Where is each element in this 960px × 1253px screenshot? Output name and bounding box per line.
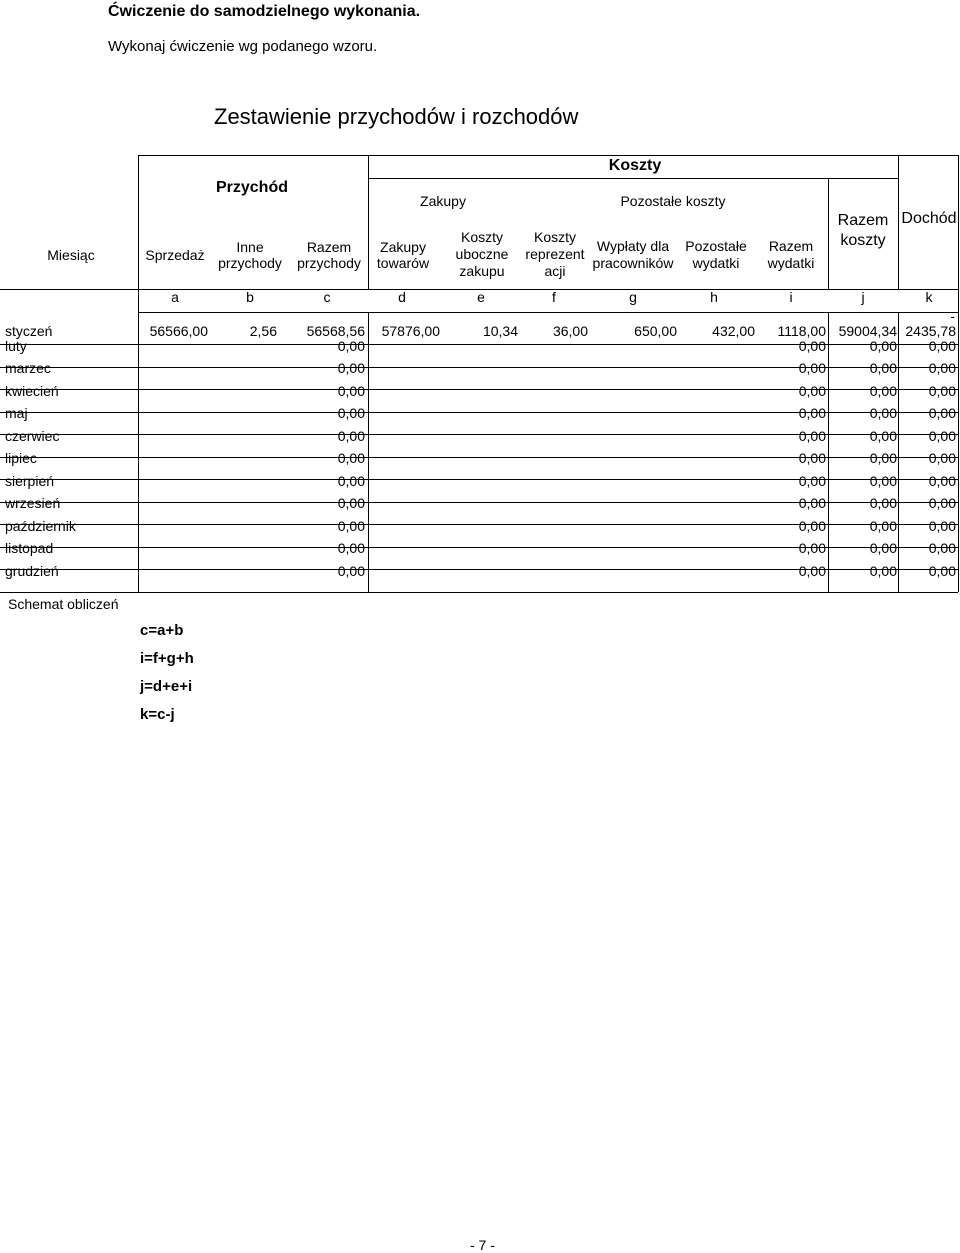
header-zakupy-towarow: Zakupy	[380, 239, 426, 255]
grid-line	[958, 289, 959, 312]
cell-j: 0,00	[869, 495, 897, 511]
month-label: listopad	[5, 540, 54, 556]
grid-line	[0, 547, 958, 548]
column-letter: f	[552, 289, 556, 305]
column-letter: i	[789, 289, 793, 305]
cell-k: 0,00	[928, 337, 956, 354]
header-razem-wydatki: Razem	[768, 238, 814, 254]
header-razem-wydatki: wydatki	[767, 255, 815, 271]
cell-j: 0,00	[869, 337, 897, 354]
cell-j: 0,00	[869, 562, 897, 579]
grid-line	[138, 155, 368, 156]
header-koszty-uboczne: Koszty	[460, 229, 503, 245]
cell-j: 0,00	[869, 405, 897, 421]
cell-j: 0,00	[869, 427, 897, 444]
month-label: styczeń	[5, 323, 53, 339]
cell-k: 0,00	[928, 540, 956, 556]
grid-line	[958, 312, 959, 592]
grid-line	[138, 312, 958, 313]
cell-b: 2,56	[249, 323, 277, 339]
grid-line	[138, 289, 139, 312]
grid-line	[0, 367, 958, 368]
cell-k: 0,00	[928, 382, 956, 399]
formula-item: c=a+b	[140, 622, 184, 639]
column-letter: k	[925, 289, 933, 305]
column-letter: c	[323, 289, 331, 305]
grid-line	[828, 178, 898, 179]
header-inne-przychody: Inne	[236, 239, 264, 255]
month-label: marzec	[5, 360, 51, 376]
header-koszty-uboczne: uboczne	[455, 246, 509, 262]
header-wyplaty: pracowników	[592, 255, 674, 271]
month-label: luty	[5, 337, 27, 354]
grid-line	[368, 155, 898, 156]
cell-c: 0,00	[337, 427, 365, 444]
grid-line	[0, 344, 958, 345]
cell-d: 57876,00	[381, 323, 440, 339]
cell-j: 59004,34	[838, 323, 897, 339]
cell-i: 0,00	[798, 495, 826, 511]
grid-line	[0, 434, 958, 435]
table-title: Zestawienie przychodów i rozchodów	[214, 104, 579, 129]
cell-c: 0,00	[337, 517, 365, 534]
column-letter: d	[398, 289, 406, 305]
cell-g: 650,00	[634, 323, 677, 339]
cell-i: 0,00	[798, 337, 826, 354]
cell-c: 0,00	[337, 495, 365, 511]
cell-i: 0,00	[798, 405, 826, 421]
grid-line	[0, 502, 958, 503]
grid-line	[368, 312, 369, 592]
cell-k: 0,00	[928, 472, 956, 489]
grid-line	[0, 592, 958, 593]
column-letter: e	[477, 289, 485, 305]
cell-i: 0,00	[798, 540, 826, 556]
header-dochod: Dochód	[901, 210, 957, 227]
cell-j: 0,00	[869, 382, 897, 399]
grid-line	[0, 479, 958, 480]
cell-e: 10,34	[482, 323, 518, 339]
cell-k: 2435,78	[905, 323, 956, 339]
page-number: - 7 -	[470, 1237, 495, 1253]
cell-f: 36,00	[552, 323, 588, 339]
cell-j: 0,00	[869, 360, 897, 376]
header-razem-koszty: koszty	[840, 232, 886, 249]
grid-line	[0, 457, 958, 458]
header-miesiac: Miesiąc	[47, 247, 95, 263]
cell-k: 0,00	[928, 450, 956, 466]
header-sprzedaz: Sprzedaż	[145, 247, 205, 263]
grid-line	[898, 312, 899, 592]
grid-line	[828, 312, 829, 592]
grid-line	[0, 289, 958, 290]
header-wyplaty: Wypłaty dla	[596, 238, 670, 254]
month-label: wrzesień	[5, 495, 61, 511]
exercise-title: Ćwiczenie do samodzielnego wykonania.	[108, 3, 421, 20]
header-razem-koszty: Razem	[837, 212, 889, 229]
grid-line	[898, 155, 958, 156]
header-razem-przychody: Razem	[306, 239, 352, 255]
cell-c: 0,00	[337, 405, 365, 421]
cell-i: 0,00	[798, 360, 826, 376]
header-zakupy-towarow: towarów	[376, 255, 430, 271]
header-koszty-reprezentacji: reprezent	[525, 246, 585, 262]
cell-k: 0,00	[928, 360, 956, 376]
cell-k: 0,00	[928, 562, 956, 579]
cell-c: 0,00	[337, 360, 365, 376]
header-zakupy: Zakupy	[420, 193, 466, 209]
month-label: sierpień	[5, 472, 55, 489]
month-label: czerwiec	[5, 427, 60, 444]
cell-k: 0,00	[928, 517, 956, 534]
month-label: lipiec	[5, 450, 37, 466]
negative-sign: -	[950, 308, 955, 324]
column-letter: b	[246, 289, 254, 305]
column-letter: a	[171, 289, 179, 305]
header-razem-przychody: przychody	[297, 255, 361, 271]
cell-j: 0,00	[869, 450, 897, 466]
header-koszty-reprezentacji: acji	[544, 263, 566, 279]
cell-i: 0,00	[798, 517, 826, 534]
grid-line	[138, 155, 139, 289]
cell-c: 0,00	[337, 382, 365, 399]
header-koszty-uboczne: zakupu	[459, 263, 505, 279]
cell-i: 0,00	[798, 427, 826, 444]
cell-c: 0,00	[337, 540, 365, 556]
column-letter: g	[629, 289, 637, 305]
header-przychod: Przychód	[215, 179, 288, 196]
cell-j: 0,00	[869, 517, 897, 534]
header-koszty: Koszty	[608, 157, 662, 174]
month-label: maj	[5, 405, 28, 421]
cell-c: 56568,56	[306, 323, 365, 339]
cell-c: 0,00	[337, 450, 365, 466]
cell-i: 0,00	[798, 450, 826, 466]
cell-a: 56566,00	[149, 323, 208, 339]
cell-i: 0,00	[798, 562, 826, 579]
header-pozostale-wydatki: wydatki	[692, 255, 740, 271]
grid-line	[0, 389, 958, 390]
cell-c: 0,00	[337, 472, 365, 489]
grid-line	[0, 569, 958, 570]
cell-k: 0,00	[928, 495, 956, 511]
grid-line	[0, 524, 958, 525]
formula-item: j=d+e+i	[140, 678, 193, 695]
cell-i: 0,00	[798, 472, 826, 489]
formula-item: i=f+g+h	[140, 650, 194, 667]
header-pozostale-koszty: Pozostałe koszty	[620, 193, 726, 209]
cell-j: 0,00	[869, 472, 897, 489]
formula-scheme-label: Schemat obliczeń	[8, 596, 119, 612]
exercise-instruction: Wykonaj ćwiczenie wg podanego wzoru.	[108, 38, 378, 55]
grid-line	[368, 178, 828, 179]
cell-k: 0,00	[928, 427, 956, 444]
cell-j: 0,00	[869, 540, 897, 556]
header-inne-przychody: przychody	[218, 255, 282, 271]
cell-k: 0,00	[928, 405, 956, 421]
grid-line	[0, 412, 958, 413]
cell-c: 0,00	[337, 562, 365, 579]
header-pozostale-wydatki: Pozostałe	[685, 238, 747, 254]
month-label: październik	[5, 517, 76, 534]
cell-i: 0,00	[798, 382, 826, 399]
month-label: kwiecień	[5, 382, 59, 399]
column-letter: j	[861, 289, 865, 305]
formula-item: k=c-j	[140, 706, 175, 723]
cell-c: 0,00	[337, 337, 365, 354]
month-label: grudzień	[5, 562, 59, 579]
cell-i: 1118,00	[777, 323, 826, 339]
header-koszty-reprezentacji: Koszty	[533, 229, 576, 245]
cell-h: 432,00	[712, 323, 755, 339]
column-letter: h	[710, 289, 718, 305]
grid-line	[138, 312, 139, 592]
